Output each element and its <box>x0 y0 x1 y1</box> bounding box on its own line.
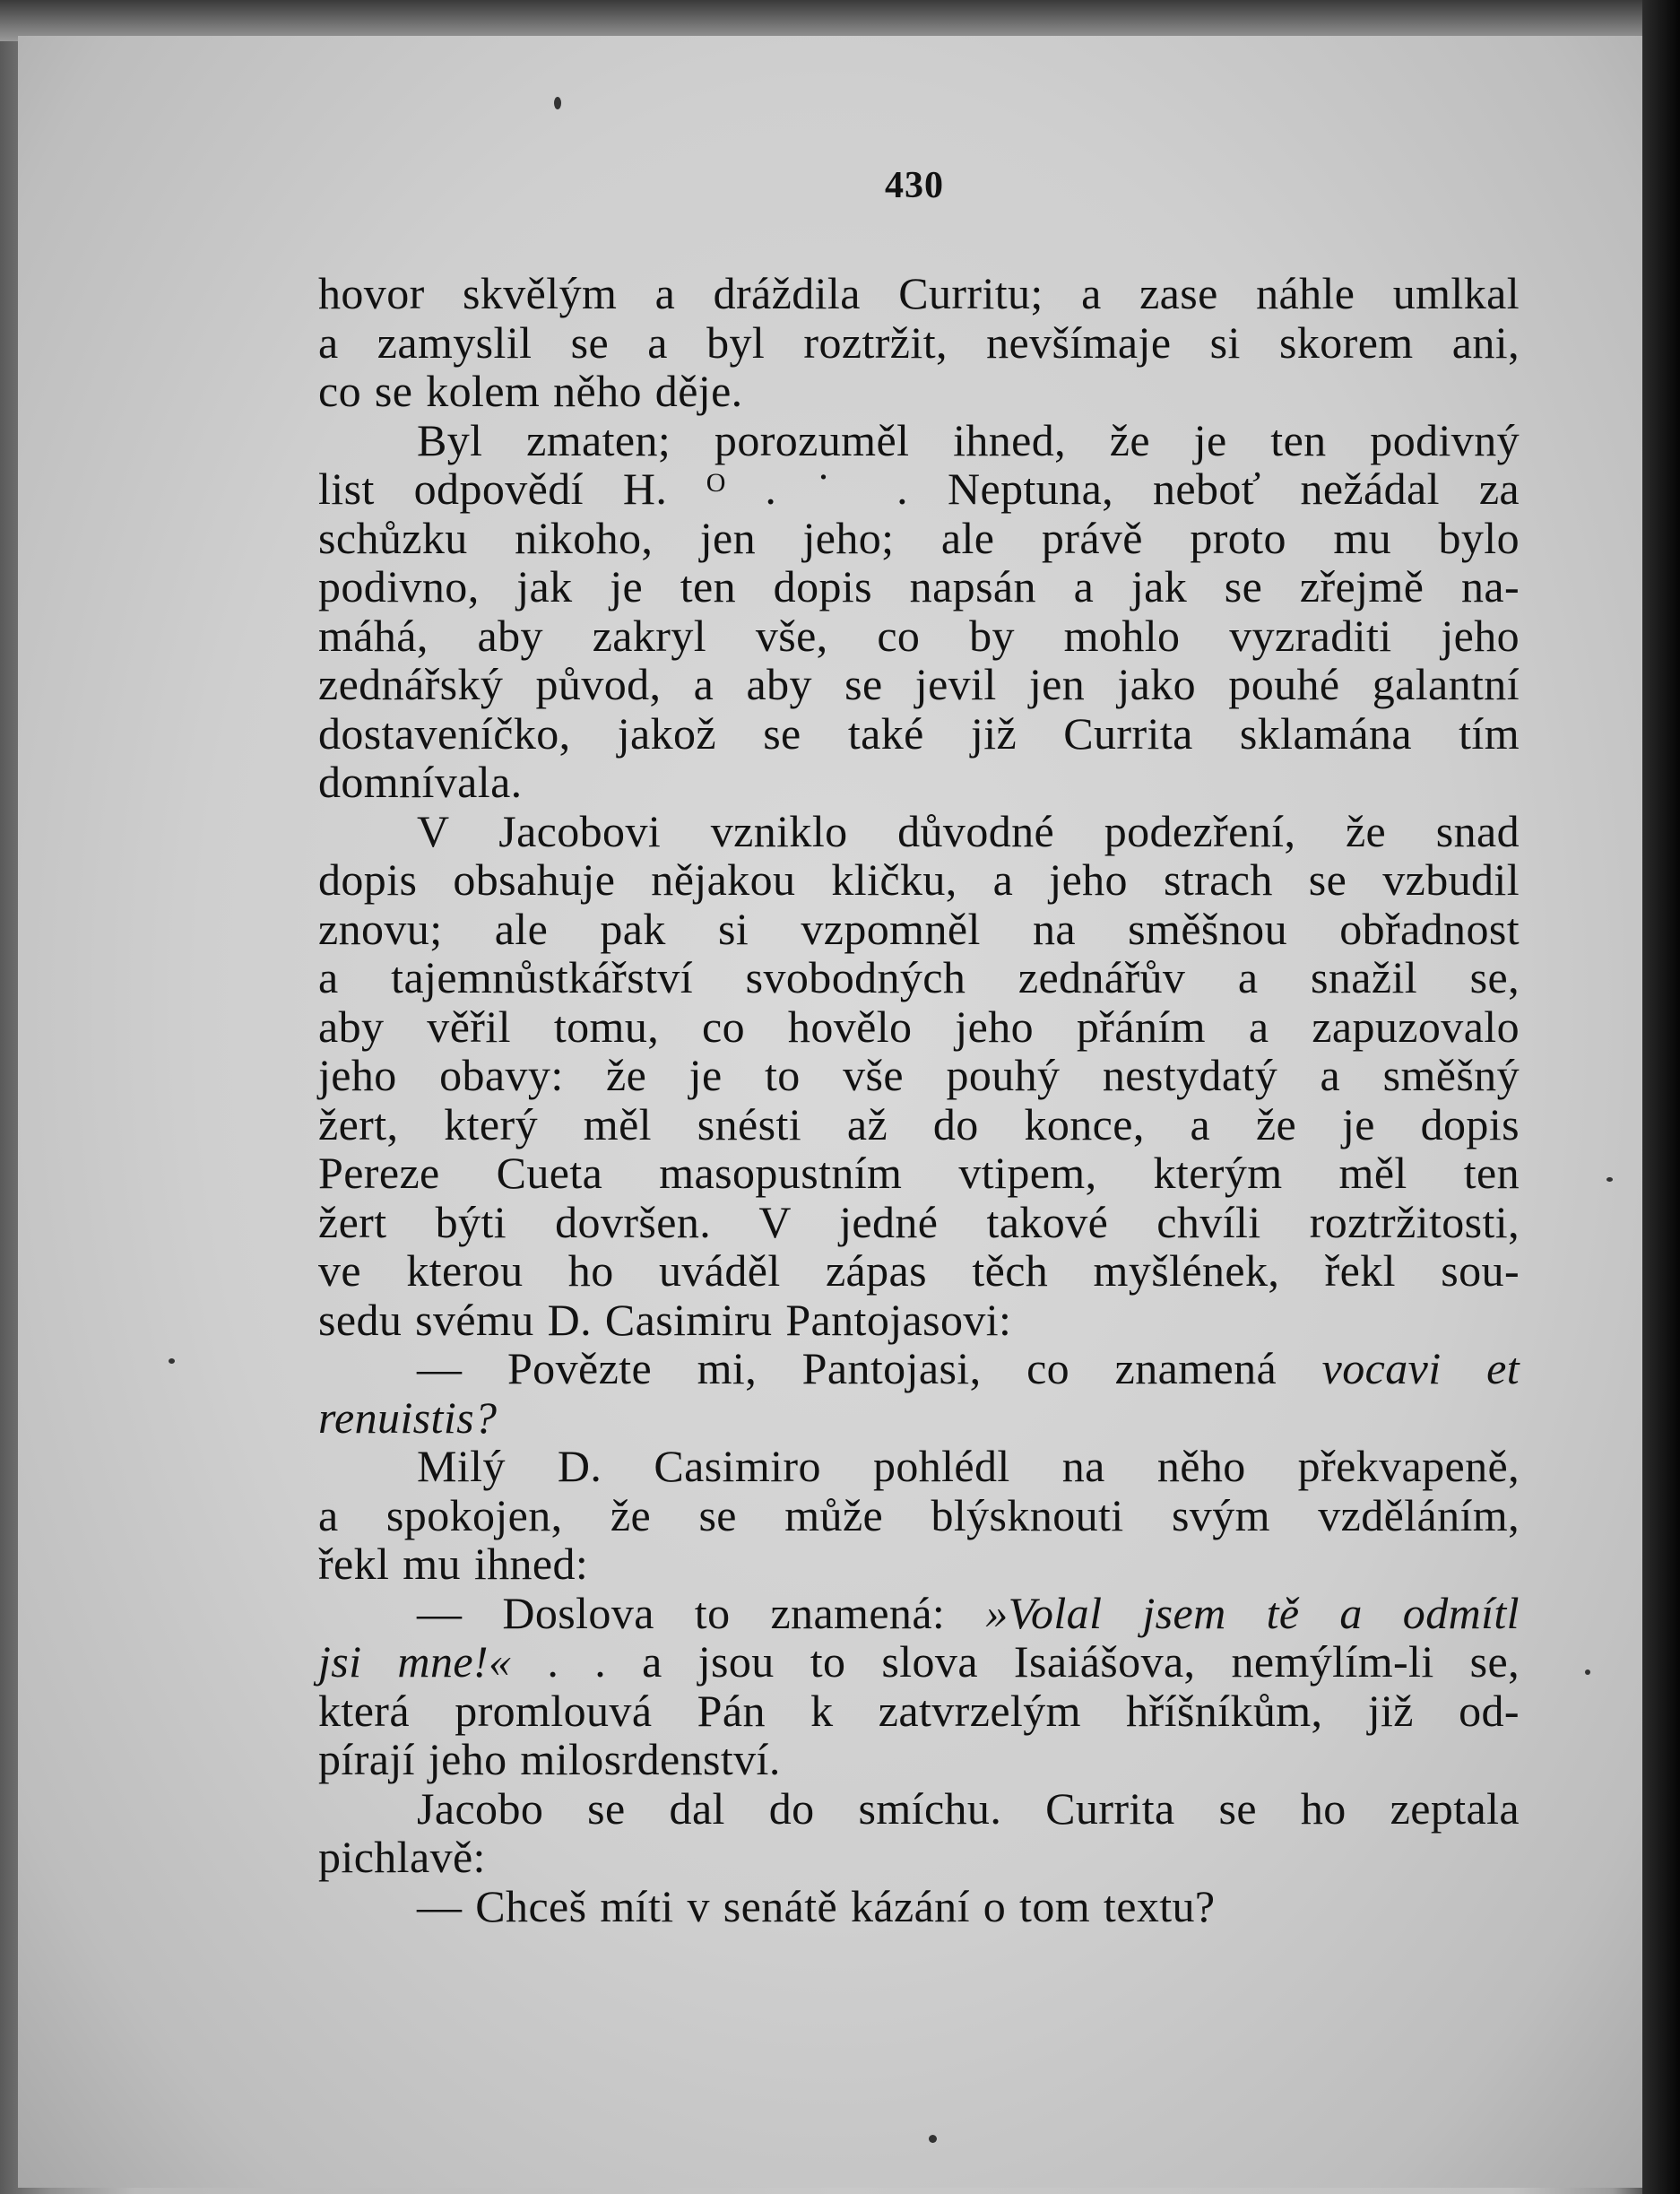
text-line: hovor skvělým a dráždila Curritu; a zase náhle umlkal <box>318 268 1520 318</box>
text-line: pichlavě: <box>318 1832 486 1882</box>
text-line: Pereze Cueta masopustním vtipem, kterým měl ten <box>318 1148 1520 1198</box>
body-text <box>318 269 1520 1930</box>
latin-quote: vocavi et <box>1321 1343 1520 1393</box>
text-line <box>318 1589 1520 1638</box>
text-line: schůzku nikoho, jen jeho; ale právě proto mu bylo <box>318 512 1520 563</box>
text-line: podivno, jak je ten dopis napsán a jak se zřejmě na- <box>318 561 1520 611</box>
text-line: která promlouvá Pán k zatvrzelým hříšníkům, již od- <box>318 1685 1520 1736</box>
text-line <box>318 1393 1520 1443</box>
text-line: žert, který měl snésti až do konce, a že je dopis <box>318 1098 1520 1149</box>
text-line: dopis obsahuje nějakou kličku, a jeho strach se vzbudil <box>318 854 1520 905</box>
dialogue-text: — Doslova to znamená: <box>417 1587 986 1638</box>
dust-speck <box>929 2135 937 2143</box>
latin-quote: renuistis? <box>318 1392 498 1443</box>
text-line: řekl mu ihned: <box>318 1539 589 1589</box>
page-number: 430 <box>885 165 944 206</box>
text-line <box>318 1344 1520 1393</box>
text-line: zednářský původ, a aby se jevil jen jako pouhé galantní <box>318 659 1520 709</box>
text-line: domnívala. <box>318 757 523 807</box>
dust-speck <box>1606 1177 1613 1182</box>
right-binding-edge <box>1642 0 1680 2194</box>
text-line: aby věřil tomu, co hovělo jeho přáním a zapuzovalo <box>318 1001 1520 1052</box>
dialogue-text: — Povězte mi, Pantojasi, co znamená <box>417 1343 1322 1393</box>
dust-speck <box>1585 1669 1590 1675</box>
dialogue-text: . . a jsou to slova Isaiášova, nemýlím-li se, <box>511 1636 1520 1687</box>
text-line: ve kterou ho uváděl zápas těch myšlének, řekl sou- <box>318 1245 1520 1296</box>
text-line: Milý D. Casimiro pohlédl na něho překvapeně, <box>417 1441 1520 1491</box>
translation-quote: »Volal jsem tě a odmítl <box>985 1587 1520 1638</box>
text-line: žert býti dovršen. V jedné takové chvíli roztržitosti, <box>318 1196 1520 1247</box>
text-line: pírají jeho milosrdenství. <box>318 1734 781 1784</box>
text-line: co se kolem něho děje. <box>318 366 743 416</box>
text-line: Jacobo se dal do smíchu. Currita se ho zeptala <box>417 1782 1520 1834</box>
text-line: znovu; ale pak si vzpomněl na směšnou obřadnost <box>318 903 1520 954</box>
text-line: a zamyslil se a byl roztržit, nevšímaje si skorem ani, <box>318 317 1520 368</box>
text-line <box>318 1637 1520 1687</box>
dust-speck <box>554 97 561 109</box>
text-line: — Chceš míti v senátě kázání o tom textu? <box>417 1880 1216 1931</box>
translation-quote: jsi mne!« <box>318 1636 512 1687</box>
text-line: V Jacobovi vzniklo důvodné podezření, že snad <box>417 805 1520 856</box>
text-line: a spokojen, že se může blýsknouti svým vzděláním, <box>318 1489 1520 1540</box>
text-line: Byl zmaten; porozuměl ihned, že je ten podivný <box>417 414 1520 465</box>
text-line: list odpovědí H. ᴼ . ˙ . Neptuna, neboť nežádal za <box>318 464 1520 514</box>
text-line: dostaveníčko, jakož se také již Currita sklamána tím <box>318 707 1520 759</box>
dust-speck <box>169 1358 175 1364</box>
text-line: máhá, aby zakryl vše, co by mohlo vyzraditi jeho <box>318 610 1520 661</box>
text-line: jeho obavy: že je to vše pouhý nestydatý a směšný <box>318 1050 1520 1100</box>
text-line: sedu svému D. Casimiru Pantojasovi: <box>318 1294 1012 1345</box>
text-line: a tajemnůstkářství svobodných zednářův a snažil se, <box>318 952 1520 1002</box>
